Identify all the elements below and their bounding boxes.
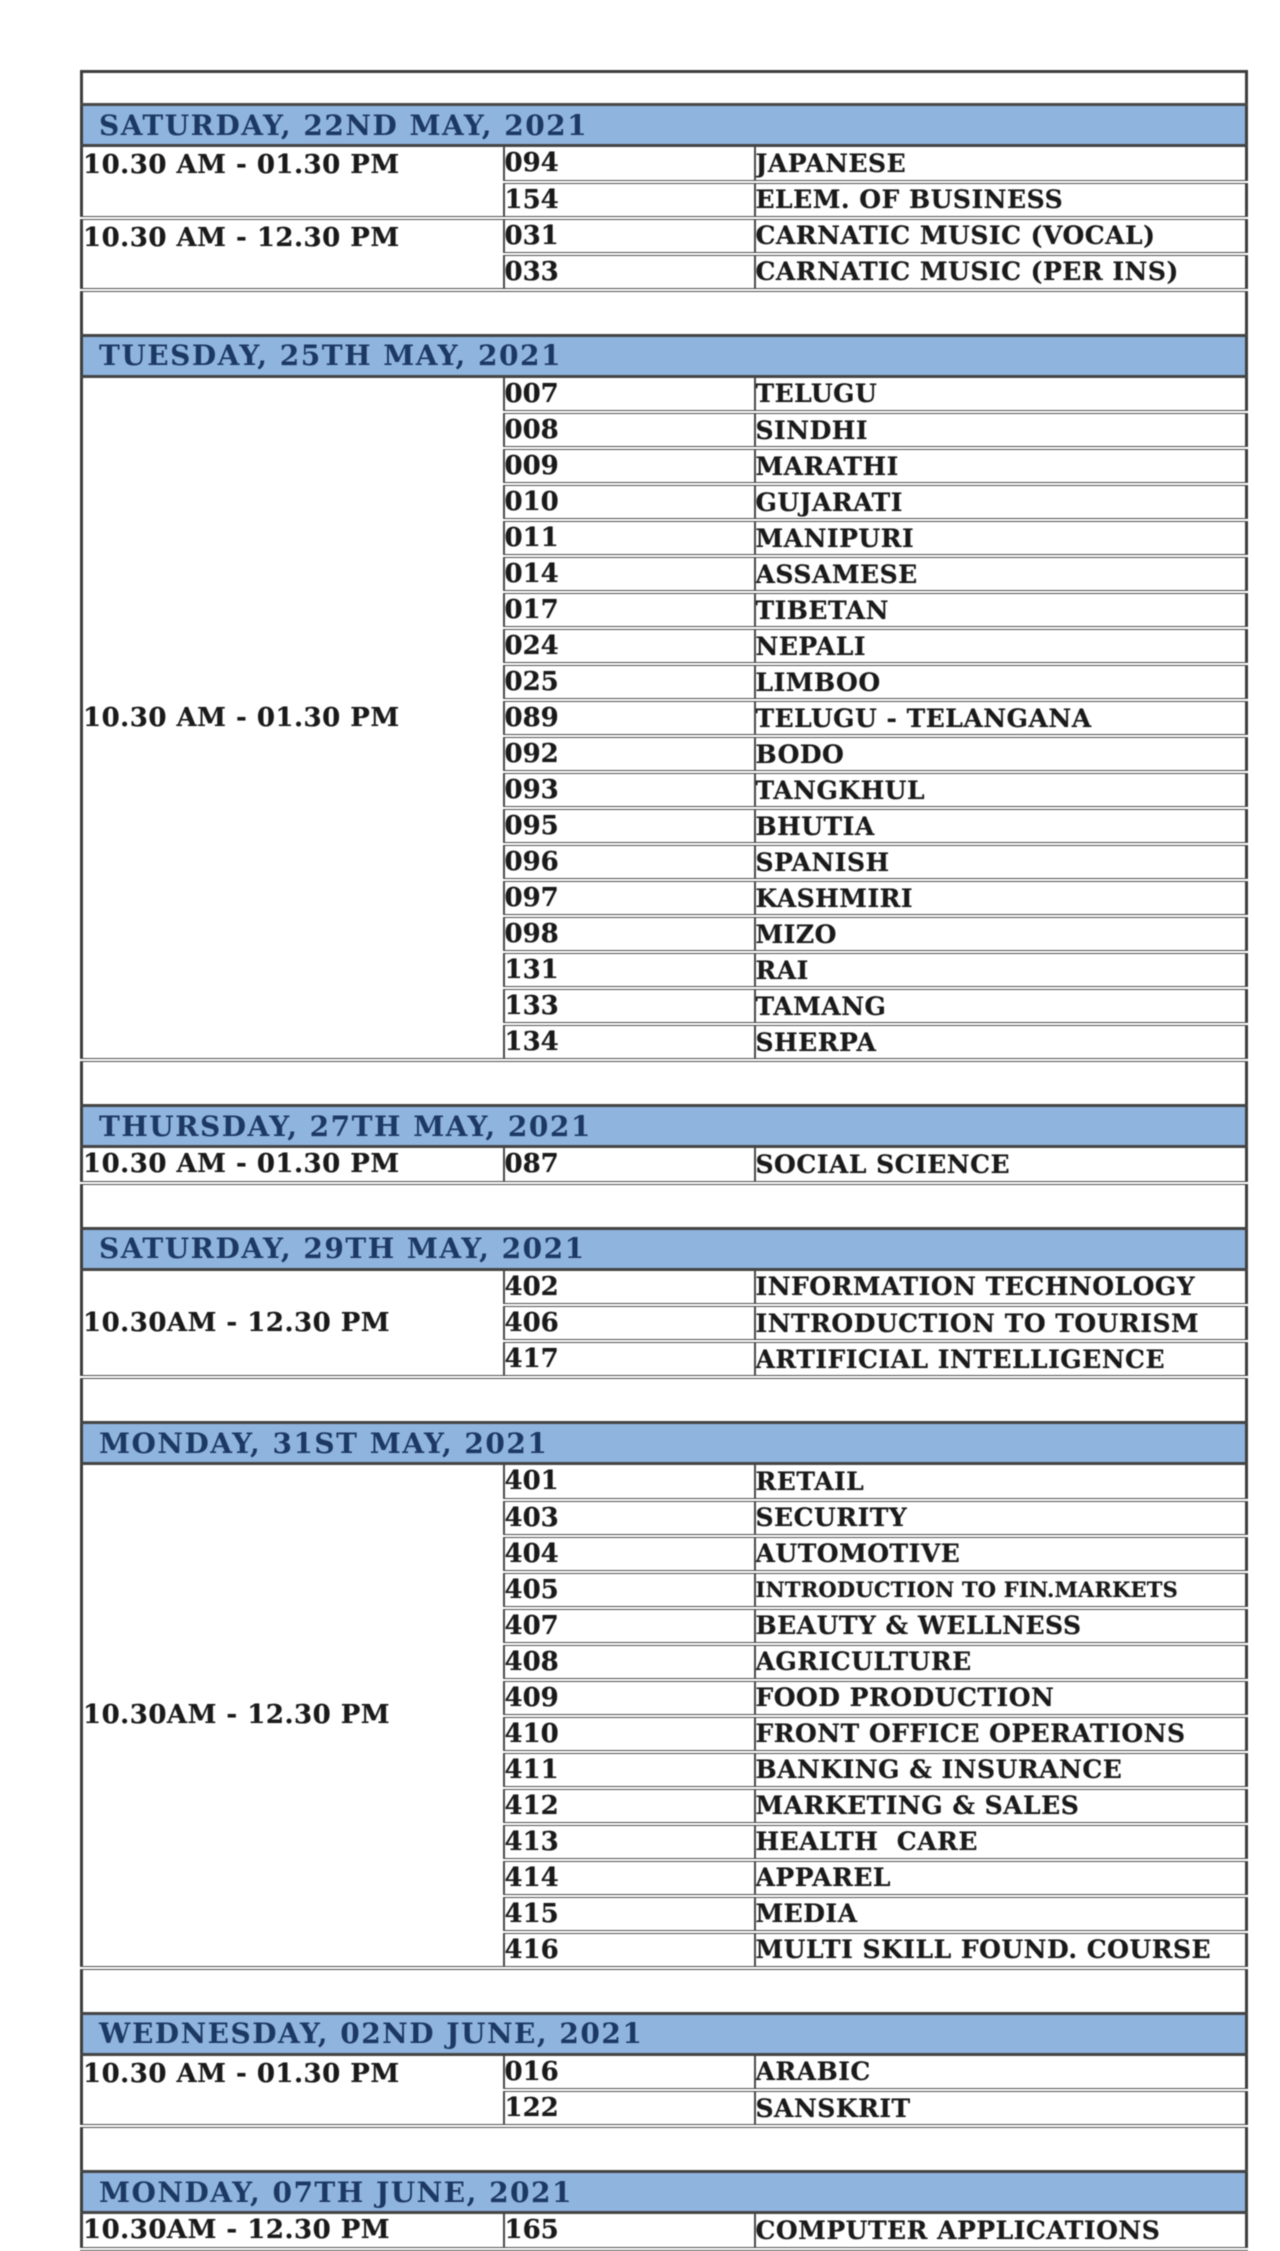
subject-name-cell: AGRICULTURE (755, 1644, 1247, 1680)
subject-name-cell: SINDHI (755, 412, 1247, 448)
subject-code-cell: 406 (504, 1305, 755, 1341)
time-cell: 10.30AM - 12.30 PM (82, 1269, 504, 1377)
subject-name-cell: GUJARATI (755, 484, 1247, 520)
subject-name-cell: INTRODUCTION TO FIN.MARKETS (755, 1572, 1247, 1608)
section-spacer-cell (82, 1968, 1247, 2014)
date-header-row (82, 2013, 1247, 2054)
subject-code-cell: 415 (504, 1896, 755, 1932)
section-spacer-cell (82, 1183, 1247, 1229)
subject-name-cell: TAMANG (755, 988, 1247, 1024)
subject-code-cell: 094 (504, 146, 755, 182)
subject-code-cell: 417 (504, 1341, 755, 1377)
subject-name-cell: ASSAMESE (755, 556, 1247, 592)
time-cell: 10.30 AM - 01.30 PM (82, 1147, 504, 1183)
top-empty-row (82, 72, 1247, 105)
subject-code-cell: 016 (504, 2054, 755, 2090)
subject-code-cell: 402 (504, 1269, 755, 1305)
subject-code-cell: 404 (504, 1536, 755, 1572)
section-spacer-cell (82, 290, 1247, 336)
date-header-row (82, 335, 1247, 376)
subject-name-cell: AUTOMOTIVE (755, 1536, 1247, 1572)
subject-code-cell: 405 (504, 1572, 755, 1608)
top-empty-cell (82, 72, 1247, 105)
subject-name-cell: CARNATIC MUSIC (PER INS) (755, 254, 1247, 290)
time-cell: 10.30 AM - 01.30 PM (82, 146, 504, 218)
time-cell: 10.30AM - 12.30 PM (82, 1464, 504, 1968)
date-header-cell: MONDAY, 07TH JUNE, 2021 (82, 2172, 1247, 2213)
subject-code-cell: 031 (504, 218, 755, 254)
date-header-row (82, 1423, 1247, 1464)
subject-name-cell: SOCIAL SCIENCE (755, 1147, 1247, 1183)
exam-row (82, 218, 1247, 254)
subject-name-cell: TELUGU - TELANGANA (755, 700, 1247, 736)
subject-code-cell: 010 (504, 484, 755, 520)
subject-code-cell: 134 (504, 1024, 755, 1060)
subject-name-cell: FRONT OFFICE OPERATIONS (755, 1716, 1247, 1752)
subject-code-cell: 095 (504, 808, 755, 844)
subject-name-cell: APPAREL (755, 1860, 1247, 1896)
date-header-cell: THURSDAY, 27TH MAY, 2021 (82, 1106, 1247, 1147)
subject-name-cell: SHERPA (755, 1024, 1247, 1060)
subject-code-cell: 017 (504, 592, 755, 628)
time-cell: 10.30 AM - 01.30 PM (82, 2054, 504, 2126)
subject-name-cell: RAI (755, 952, 1247, 988)
datesheet-scan-area (80, 70, 1245, 2251)
exam-row (82, 1147, 1247, 1183)
subject-name-cell: SECURITY (755, 1500, 1247, 1536)
time-cell: 10.30 AM - 12.30 PM (82, 218, 504, 290)
subject-code-cell: 033 (504, 254, 755, 290)
subject-name-cell: MULTI SKILL FOUND. COURSE (755, 1932, 1247, 1968)
section-spacer-row (82, 1377, 1247, 1423)
section-spacer-cell (82, 1377, 1247, 1423)
subject-name-cell: FOOD PRODUCTION (755, 1680, 1247, 1716)
section-spacer-row (82, 1183, 1247, 1229)
subject-code-cell: 411 (504, 1752, 755, 1788)
subject-name-cell: ARABIC (755, 2054, 1247, 2090)
subject-code-cell: 410 (504, 1716, 755, 1752)
subject-code-cell: 089 (504, 700, 755, 736)
subject-name-cell: TANGKHUL (755, 772, 1247, 808)
exam-row (82, 1269, 1247, 1305)
subject-code-cell: 025 (504, 664, 755, 700)
subject-code-cell: 122 (504, 2090, 755, 2126)
exam-row (82, 2054, 1247, 2090)
subject-code-cell: 098 (504, 916, 755, 952)
subject-name-cell: SPANISH (755, 844, 1247, 880)
date-header-row (82, 2172, 1247, 2213)
subject-code-cell: 409 (504, 1680, 755, 1716)
subject-code-cell: 133 (504, 988, 755, 1024)
date-header-row (82, 105, 1247, 146)
subject-name-cell: NEPALI (755, 628, 1247, 664)
section-spacer-row (82, 290, 1247, 336)
subject-code-cell: 024 (504, 628, 755, 664)
subject-name-cell: RETAIL (755, 1464, 1247, 1500)
subject-name-cell: MIZO (755, 916, 1247, 952)
subject-code-cell: 007 (504, 376, 755, 412)
subject-name-cell: ELEM. OF BUSINESS (755, 182, 1247, 218)
date-header-cell: MONDAY, 31ST MAY, 2021 (82, 1423, 1247, 1464)
date-header-cell: TUESDAY, 25TH MAY, 2021 (82, 335, 1247, 376)
subject-name-cell: ARTIFICIAL INTELLIGENCE (755, 1341, 1247, 1377)
exam-row (82, 146, 1247, 182)
timetable-body (82, 72, 1247, 2249)
date-header-row (82, 1228, 1247, 1269)
exam-row (82, 376, 1247, 412)
subject-code-cell: 165 (504, 2213, 755, 2249)
subject-code-cell: 403 (504, 1500, 755, 1536)
subject-name-cell: LIMBOO (755, 664, 1247, 700)
subject-name-cell: INFORMATION TECHNOLOGY (755, 1269, 1247, 1305)
subject-code-cell: 093 (504, 772, 755, 808)
subject-name-cell: MARATHI (755, 448, 1247, 484)
subject-name-cell: MARKETING & SALES (755, 1788, 1247, 1824)
subject-code-cell: 097 (504, 880, 755, 916)
section-spacer-cell (82, 1060, 1247, 1106)
subject-name-cell: MANIPURI (755, 520, 1247, 556)
subject-code-cell: 131 (504, 952, 755, 988)
subject-name-cell: BHUTIA (755, 808, 1247, 844)
subject-name-cell: TIBETAN (755, 592, 1247, 628)
subject-name-cell: SANSKRIT (755, 2090, 1247, 2126)
subject-code-cell: 401 (504, 1464, 755, 1500)
time-cell: 10.30AM - 12.30 PM (82, 2213, 504, 2249)
subject-name-cell: BODO (755, 736, 1247, 772)
subject-code-cell: 087 (504, 1147, 755, 1183)
subject-code-cell: 416 (504, 1932, 755, 1968)
subject-name-cell: TELUGU (755, 376, 1247, 412)
subject-code-cell: 407 (504, 1608, 755, 1644)
subject-code-cell: 096 (504, 844, 755, 880)
subject-code-cell: 008 (504, 412, 755, 448)
subject-name-cell: JAPANESE (755, 146, 1247, 182)
subject-name-cell: KASHMIRI (755, 880, 1247, 916)
time-cell: 10.30 AM - 01.30 PM (82, 376, 504, 1060)
date-header-cell: SATURDAY, 22ND MAY, 2021 (82, 105, 1247, 146)
subject-name-cell: BANKING & INSURANCE (755, 1752, 1247, 1788)
subject-name-cell: BEAUTY & WELLNESS (755, 1608, 1247, 1644)
subject-code-cell: 011 (504, 520, 755, 556)
subject-code-cell: 092 (504, 736, 755, 772)
subject-code-cell: 408 (504, 1644, 755, 1680)
date-header-row (82, 1106, 1247, 1147)
subject-name-cell: INTRODUCTION TO TOURISM (755, 1305, 1247, 1341)
subject-code-cell: 154 (504, 182, 755, 218)
exam-timetable-table (80, 70, 1248, 2251)
subject-code-cell: 412 (504, 1788, 755, 1824)
section-spacer-cell (82, 2126, 1247, 2172)
section-spacer-row (82, 1968, 1247, 2014)
exam-row (82, 2213, 1247, 2249)
section-spacer-row (82, 2126, 1247, 2172)
subject-code-cell: 413 (504, 1824, 755, 1860)
subject-name-cell: CARNATIC MUSIC (VOCAL) (755, 218, 1247, 254)
subject-code-cell: 009 (504, 448, 755, 484)
section-spacer-row (82, 1060, 1247, 1106)
subject-name-cell: HEALTH CARE (755, 1824, 1247, 1860)
date-header-cell: WEDNESDAY, 02ND JUNE, 2021 (82, 2013, 1247, 2054)
date-header-cell: SATURDAY, 29TH MAY, 2021 (82, 1228, 1247, 1269)
subject-name-cell: MEDIA (755, 1896, 1247, 1932)
subject-code-cell: 014 (504, 556, 755, 592)
exam-row (82, 1464, 1247, 1500)
subject-code-cell: 414 (504, 1860, 755, 1896)
subject-name-cell: COMPUTER APPLICATIONS (755, 2213, 1247, 2249)
